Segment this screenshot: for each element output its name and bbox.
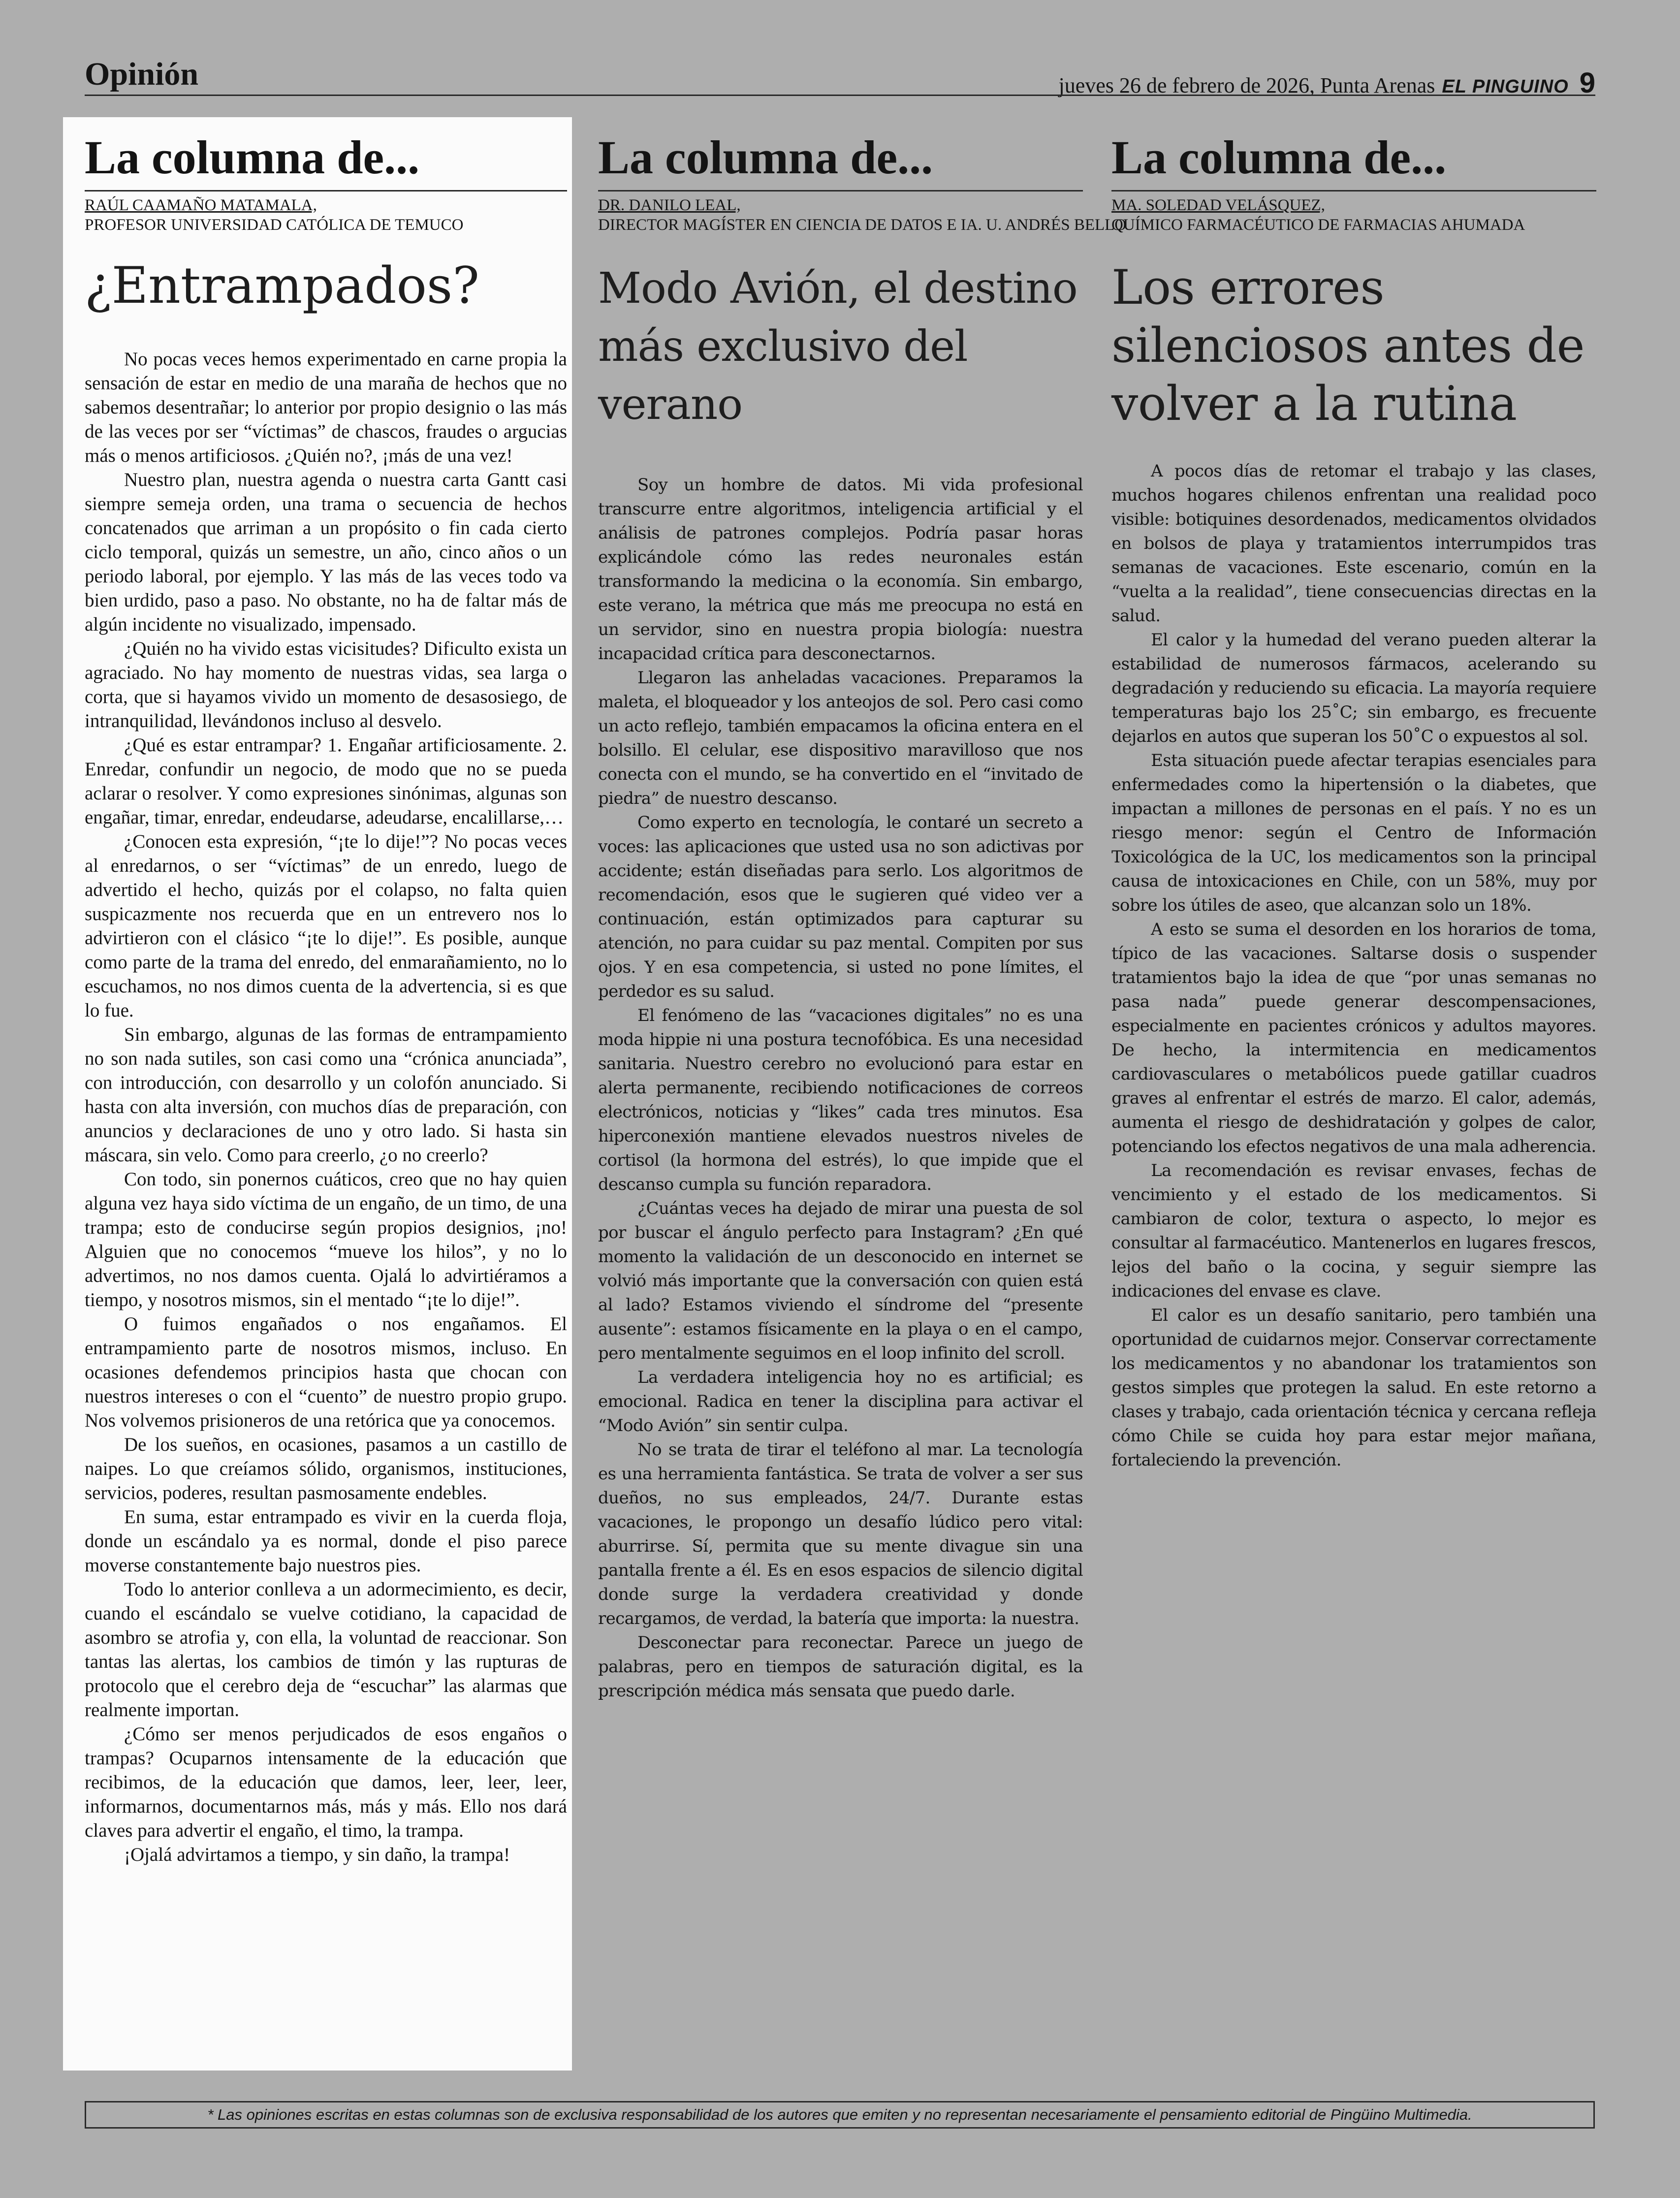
author-title: DIRECTOR MAGÍSTER EN CIENCIA DE DATOS E IA. U. ANDRÉS BELLO xyxy=(598,216,1127,234)
page-number: 9 xyxy=(1579,67,1595,99)
paragraph: ¿Cómo ser menos perjudicados de esos engaños o trampas? Ocuparnos intensamente de la educación que recibimos, de la educación que damos, leer, leer, leer, informarnos, documentarnos más, más y más. Ello nos dará claves para advertir el engaño, el timo, la trampa. xyxy=(85,1723,567,1841)
header-rule xyxy=(85,95,1595,96)
paragraph: Todo lo anterior conlleva a un adormecimiento, es decir, cuando el escándalo se vuelve cotidiano, la capacidad de asombro se atrofia y, con ella, la voluntad de reaccionar. Son tantas las alertas, los cambios de timón y las rupturas de protocolo que el cerebro deja de “escuchar” las alarmas que realmente importan. xyxy=(85,1579,567,1720)
paragraph: La recomendación es revisar envases, fechas de vencimiento y el estado de los medicamentos. Si cambiaron de color, textura o aspecto, lo mejor es consultar al farmacéutico. Mantenerlos en lugares frescos, lejos del baño o la cocina, y seguir siempre las indicaciones del envase es clave. xyxy=(1111,1161,1596,1301)
paragraph: El calor es un desafío sanitario, pero también una oportunidad de cuidarnos mejor. Conservar correctamente los medicamentos y no abandonar los tratamientos son gestos simples que protegen la salud. En este retorno a clases y trabajo, cada orientación técnica y cercana refleja cómo Chile se cuida hoy para estar mejor mañana, fortaleciendo la prevención. xyxy=(1111,1306,1596,1470)
article-body xyxy=(85,347,567,1867)
paragraph: Desconectar para reconectar. Parece un juego de palabras, pero en tiempos de saturación digital, es la prescripción médica más sensata que puedo darle. xyxy=(598,1633,1083,1701)
paragraph: El calor y la humedad del verano pueden alterar la estabilidad de numerosos fármacos, acelerando su degradación y reduciendo su eficacia. La mayoría requiere temperaturas bajo los 25˚C; sin embargo, es frecuente dejarlos en autos que superan los 50˚C o expuestos al sol. xyxy=(1111,630,1596,746)
paragraph: ¡Ojalá advirtamos a tiempo, y sin daño, la trampa! xyxy=(124,1844,510,1865)
dateline: jueves 26 de febrero de 2026, Punta Arenas xyxy=(1058,73,1435,97)
paragraph: El fenómeno de las “vacaciones digitales” no es una moda hippie ni una postura tecnofóbica. Es una necesidad sanitaria. Nuestro cerebro no evolucionó para estar en alerta permanente, recibiendo notificaciones de correos electrónicos, noticias y “likes” cada tres minutos. Esa hiperconexión mantiene elevados nuestros niveles de cortisol (la hormona del estrés), lo que impide que el descanso cumpla su función reparadora. xyxy=(598,1006,1083,1194)
paragraph: Nuestro plan, nuestra agenda o nuestra carta Gantt casi siempre semeja orden, una trama o secuencia de hechos concatenados que arriman a un propósito o fin cada cierto ciclo temporal, quizás un semestre, un año, cinco años o un periodo laboral, por ejemplo. Y las más de las veces todo va bien urdido, paso a paso. No obstante, no ha de faltar más de algún incidente no visualizado, impensado. xyxy=(85,469,567,635)
column-label: La columna de... xyxy=(598,131,933,184)
paragraph: Con todo, sin ponernos cuáticos, creo que no hay quien alguna vez haya sido víctima de un engaño, de un timo, de una trampa; esto de conducirse según propios designios, ¡no! Alguien que no conocemos “mueve los hilos”, y no lo advertimos, no nos damos cuenta. Ojalá lo advirtiéramos a tiempo, y nosotros mismos, sin el mentado “¡te lo dije!”. xyxy=(85,1169,567,1310)
paragraph: Esta situación puede afectar terapias esenciales para enfermedades como la hipertensión o la diabetes, que impactan a millones de personas en el país. Y no es un riesgo menor: según el Centro de Información Toxicológica de la UC, los medicamentos son la principal causa de intoxicaciones en Chile, con un 58%, muy por sobre los útiles de aseo, que alcanzan solo un 18%. xyxy=(1111,751,1596,915)
paragraph: De los sueños, en ocasiones, pasamos a un castillo de naipes. Lo que creíamos sólido, organismos, instituciones, servicios, poderes, resultan pasmosamente endebles. xyxy=(85,1434,567,1503)
author-title: PROFESOR UNIVERSIDAD CATÓLICA DE TEMUCO xyxy=(85,216,464,234)
article-body xyxy=(1111,459,1596,1472)
author-byline xyxy=(1111,195,1596,235)
column-rule xyxy=(1111,190,1596,191)
column-1 xyxy=(85,123,567,1867)
author-title: QUÍMICO FARMACÉUTICO DE FARMACIAS AHUMADA xyxy=(1111,216,1525,234)
paragraph: ¿Qué es estar entrampar? 1. Engañar artificiosamente. 2. Enredar, confundir un negocio, de modo que no se pueda aclarar o resolver. Y como expresiones sinónimas, algunas son engañar, timar, enredar, endeudarse, adeudarse, encalillarse,… xyxy=(85,734,567,828)
column-label: La columna de... xyxy=(85,131,420,184)
paragraph: Soy un hombre de datos. Mi vida profesional transcurre entre algoritmos, inteligencia artificial y el análisis de patrones complejos. Podría pasar horas explicándole cómo las redes neuronales están transformando la medicina o la economía. Sin embargo, este verano, la métrica que más me preocupa no está en un servidor, sino en nuestra propia biología: nuestra incapacidad crítica para desconectarnos. xyxy=(598,475,1083,664)
author-name: RAÚL CAAMAÑO MATAMALA, xyxy=(85,196,317,214)
article-headline: Los errores silenciosos antes de volver a la rutina xyxy=(1111,260,1585,431)
author-byline xyxy=(85,195,567,235)
newspaper-brand: EL PINGUINO xyxy=(1442,76,1569,97)
paragraph: Llegaron las anheladas vacaciones. Preparamos la maleta, el bloqueador y los anteojos de sol. Pero casi como un acto reflejo, también empacamos la oficina entera en el bolsillo. El celular, ese dispositivo maravilloso que nos conecta con el mundo, se ha convertido en el “invitado de piedra” de nuestro descanso. xyxy=(598,668,1083,808)
paragraph: La verdadera inteligencia hoy no es artificial; es emocional. Radica en tener la disciplina para activar el “Modo Avión” sin sentir culpa. xyxy=(598,1368,1083,1435)
paragraph: En suma, estar entrampado es vivir en la cuerda floja, donde un escándalo ya es normal, donde el piso parece moverse constantemente bajo nuestros pies. xyxy=(85,1506,567,1576)
column-label: La columna de... xyxy=(1111,131,1447,184)
author-name: DR. DANILO LEAL, xyxy=(598,196,741,214)
article-headline: Modo Avión, el destino más exclusivo del verano xyxy=(598,264,1078,429)
paragraph: ¿Cuántas veces ha dejado de mirar una puesta de sol por buscar el ángulo perfecto para Instagram? ¿En qué momento la validación de un desconocido en internet se volvió más importante que la conversación con quien está al lado? Estamos viviendo el síndrome del “presente ausente”: estamos físicamente en la playa o en el campo, pero mentalmente seguimos en el loop infinito del scroll. xyxy=(598,1199,1083,1363)
paragraph: No se trata de tirar el teléfono al mar. La tecnología es una herramienta fantástica. Se trata de volver a ser sus dueños, no sus empleados, 24/7. Durante estas vacaciones, le propongo un desafío lúdico pero vital: aburrirse. Sí, permita que su mente divague sin una pantalla frente a él. Es en esos espacios de silencio digital donde surge la verdadera creatividad y donde recargamos, de verdad, la batería que importa: la nuestra. xyxy=(598,1440,1083,1628)
author-name: MA. SOLEDAD VELÁSQUEZ, xyxy=(1111,196,1325,214)
paragraph: A esto se suma el desorden en los horarios de toma, típico de las vacaciones. Saltarse dosis o suspender tratamientos bajo la idea de que “por unas semanas no pasa nada” puede generar descompensaciones, especialmente en pacientes crónicos y adultos mayores. De hecho, la intermitencia en medicamentos cardiovasculares o metabólicos puede gatillar cuadros graves al enfrentar el estrés de marzo. El calor, además, aumenta el riesgo de deshidratación y golpes de calor, potenciando los efectos negativos de una mala adherencia. xyxy=(1111,920,1596,1156)
paragraph: ¿Conocen esta expresión, “¡te lo dije!”? No pocas veces al enredarnos, o ser “víctimas” de un enredo, luego de advertido el hecho, quizás por el colapso, no falta quien suspicazmente nos recuerda que en un entrevero nos lo advirtieron con el clásico “¡te lo dije!”. Es posible, aunque como parte de la trama del enredo, del enmarañamiento, no lo escuchamos, no nos dimos cuenta de la advertencia, si es que lo fue. xyxy=(85,831,567,1021)
column-3 xyxy=(1111,123,1596,1472)
paragraph: Como experto en tecnología, le contaré un secreto a voces: las aplicaciones que usted usa no son adictivas por accidente; están diseñadas para serlo. Los algoritmos de recomendación, esos que le sugieren qué video ver a continuación, están optimizados para capturar su atención, no para cuidar su paz mental. Compiten por sus ojos. Y en esa competencia, si usted no pone límites, el perdedor es su salud. xyxy=(598,813,1083,1001)
paragraph: A pocos días de retomar el trabajo y las clases, muchos hogares chilenos enfrentan una realidad poco visible: botiquines desordenados, medicamentos olvidados en bolsos de playa y tratamientos interrumpidos tras semanas de vacaciones. Este escenario, común en la “vuelta a la realidad”, tiene consecuencias directas en la salud. xyxy=(1111,461,1596,626)
paragraph: ¿Quién no ha vivido estas vicisitudes? Dificulto exista un agraciado. No hay momento de nuestras vidas, sea larga o corta, que si hayamos vivido un momento de desasosiego, de intranquilidad, llevándonos incluso al desvelo. xyxy=(85,638,567,732)
section-title: Opinión xyxy=(85,56,199,92)
page-header-info xyxy=(1059,69,1596,97)
column-rule xyxy=(85,190,567,191)
paragraph: O fuimos engañados o nos engañamos. El entrampamiento parte de nosotros mismos, incluso. En ocasiones defendemos principios hasta que chocan con nuestros intereses o con el “cuento” de nuestro propio grupo. Nos volvemos prisioneros de una retórica que ya conocemos. xyxy=(85,1313,567,1431)
article-headline: ¿Entrampados? xyxy=(85,256,479,315)
paragraph: Sin embargo, algunas de las formas de entrampamiento no son nada sutiles, son casi como una “crónica anunciada”, con introducción, con desarrollo y un colofón anunciado. Si hasta con alta inversión, con muchos días de preparación, con anuncios y declaraciones de uno y otro lado. Si hasta sin máscara, sin velo. Como para creerlo, ¿o no creerlo? xyxy=(85,1024,567,1166)
disclaimer-box: * Las opiniones escritas en estas columnas son de exclusiva responsabilidad de los autores que emiten y no representan necesariamente el pensamiento editorial de Pingüino Multimedia. xyxy=(85,2101,1595,2129)
column-rule xyxy=(598,190,1083,191)
author-byline xyxy=(598,195,1127,235)
paragraph: No pocas veces hemos experimentado en carne propia la sensación de estar en medio de una maraña de hechos que no sabemos desentrañar; lo anterior por propio designio o las más de las veces por ser “víctimas” de chascos, fraudes o argucias más o menos artificiosos. ¿Quién no?, ¡más de una vez! xyxy=(85,349,567,466)
column-2 xyxy=(598,123,1127,1703)
article-body xyxy=(598,473,1083,1703)
